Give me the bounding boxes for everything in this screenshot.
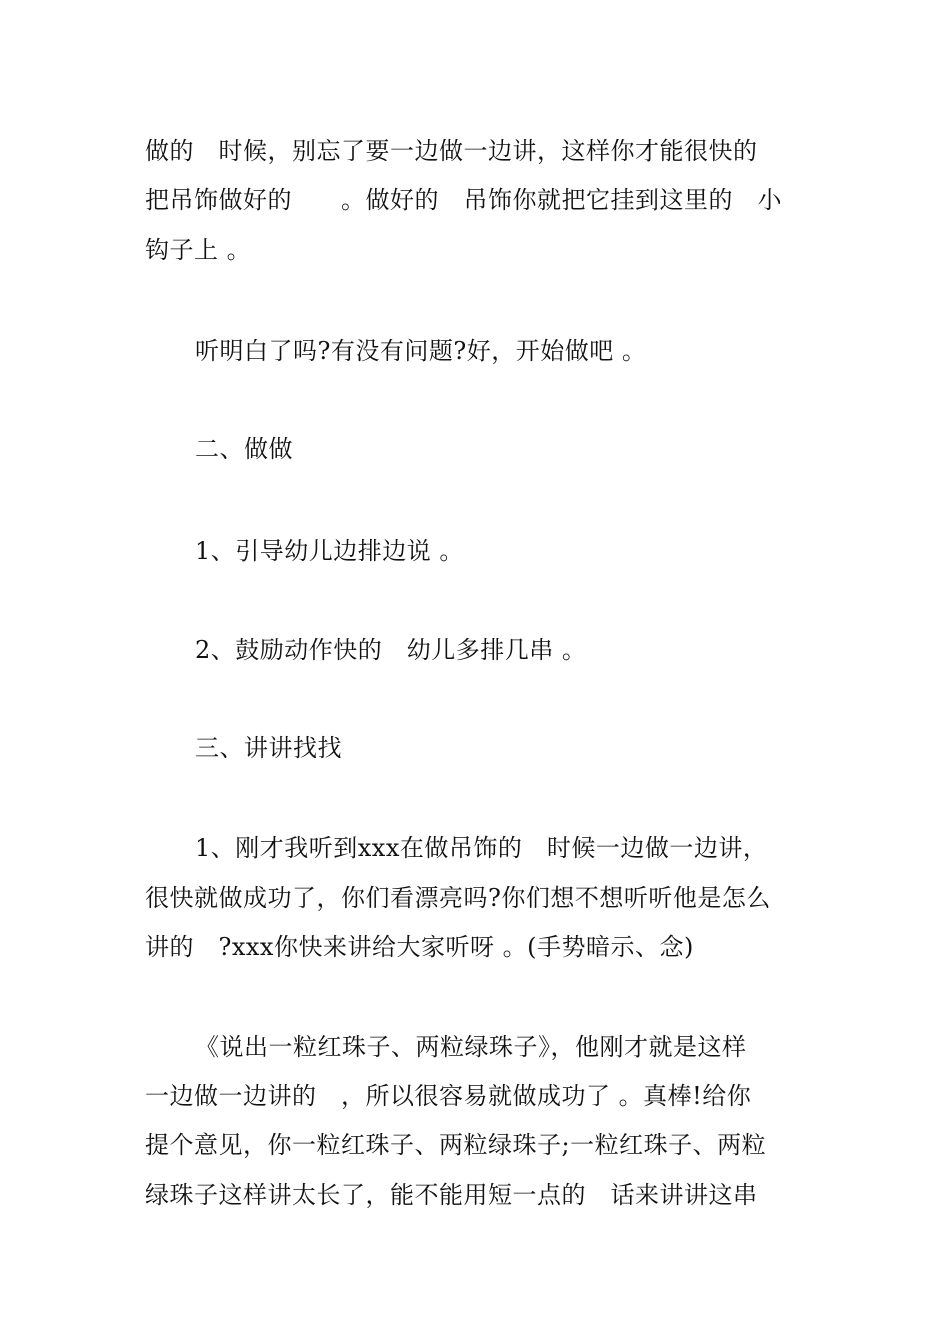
list-item: 1、引导幼儿边排边说 。	[195, 537, 464, 565]
paragraph-line: 听明白了吗?有没有问题?好，开始做吧 。	[195, 337, 647, 365]
text-line: 钩子上 。	[145, 236, 252, 264]
text-line: 做的 时候，别忘了要一边做一边讲，这样你才能很快的	[145, 137, 758, 165]
text-line: 绿珠子这样讲太长了，能不能用短一点的 话来讲讲这串	[145, 1181, 758, 1209]
section-heading: 三、讲讲找找	[195, 734, 342, 762]
list-item: 2、鼓励动作快的 幼儿多排几串 。	[195, 636, 587, 664]
text-line: 很快就做成功了，你们看漂亮吗?你们想不想听听他是怎么	[145, 884, 771, 912]
text-line: 讲的 ?xxx你快来讲给大家听呀 。(手势暗示、念)	[145, 933, 694, 961]
paragraph-line: 《说出一粒红珠子、两粒绿珠子》，他刚才就是这样	[195, 1033, 747, 1061]
text-line: 提个意见，你一粒红珠子、两粒绿珠子;一粒红珠子、两粒	[145, 1131, 767, 1159]
list-item: 1、刚才我听到xxx在做吊饰的 时候一边做一边讲，	[195, 834, 768, 862]
section-heading: 二、做做	[195, 435, 293, 463]
text-line: 把吊饰做好的 。做好的 吊饰你就把它挂到这里的 小	[145, 186, 782, 214]
text-line: 一边做一边讲的 ，所以很容易就做成功了 。真棒!给你	[145, 1082, 752, 1110]
